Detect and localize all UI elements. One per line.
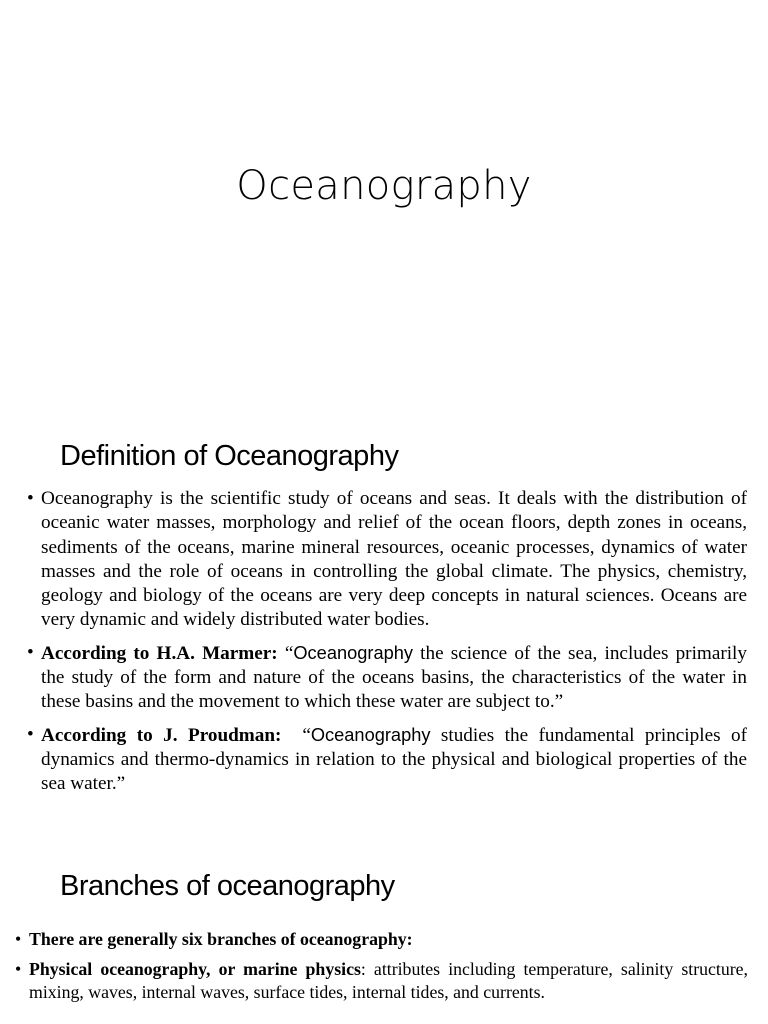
slide-title: Oceanography [236, 163, 532, 209]
branches-intro-text: There are generally six branches of oceanography: [29, 929, 413, 949]
proudman-quote [41, 723, 747, 797]
definition-heading: Definition of Oceanography [60, 440, 399, 472]
quote-term: Oceanography [310, 723, 431, 745]
branches-intro [29, 928, 748, 951]
quote-open: “ [277, 642, 294, 664]
branches-list [29, 928, 748, 1011]
quote-term: Oceanography [293, 641, 413, 663]
proudman-quote-text: studies the fundamental principles of dynamics and thermo-dynamics in relation to the physical and biological properties of the sea water.” [41, 724, 747, 795]
branch-item [29, 958, 748, 1004]
proudman-attribution: According to J. Proudman: [41, 724, 282, 746]
branch-name: Physical oceanography, or marine physics [29, 959, 361, 979]
branch-description: : attributes including temperature, salinity structure, mixing, waves, internal waves, surface tides, internal tides, and currents. [29, 959, 749, 1002]
quote-open: “ [281, 724, 311, 746]
branches-heading: Branches of oceanography [60, 870, 395, 902]
marmer-quote-text: the science of the sea, includes primarily the study of the form and nature of the oceans basins, the characteristics of the water in these basins and the movement to which these water are subject to.” [41, 642, 747, 713]
marmer-attribution: According to H.A. Marmer: [41, 642, 278, 664]
marmer-quote [41, 641, 747, 715]
definition-text: Oceanography is the scientific study of oceans and seas. It deals with the distribution of oceanic water masses, morphology and relief of the ocean floors, depth zones in oceans, sediments of the oceans, marine mineral resources, oceanic processes, dynamics of water masses and the role of oceans in controlling the global climate. The physics, chemistry, geology and biology of the oceans are very deep concepts in natural sciences. Oceans are very dynamic and widely distributed water bodies. [41, 488, 747, 631]
definition-paragraph [41, 487, 747, 633]
definition-list [41, 487, 747, 805]
